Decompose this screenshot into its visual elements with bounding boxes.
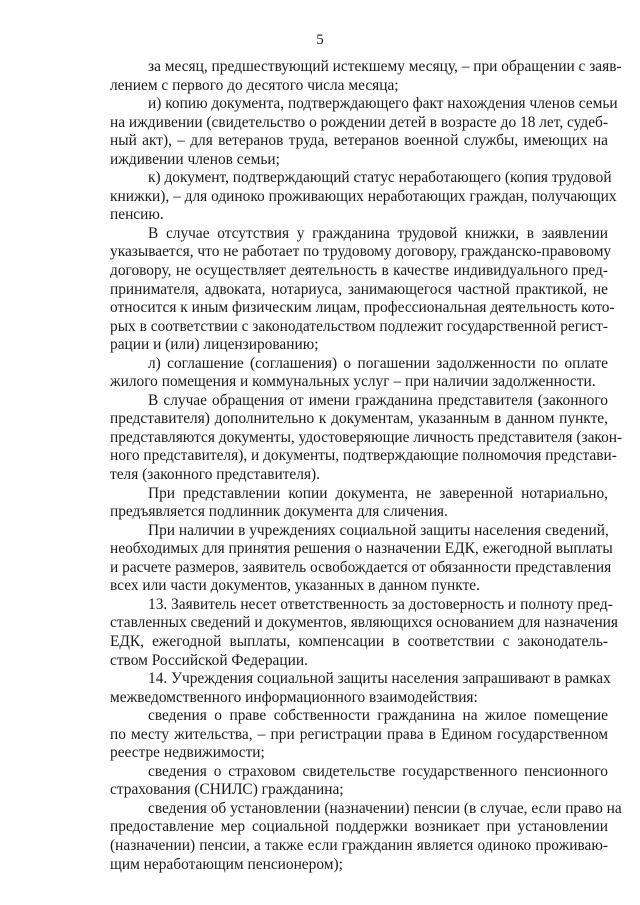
- text-line: лением с первого до десятого числа месяца;: [110, 76, 399, 94]
- text-line: реестре недвижимости;: [110, 744, 265, 762]
- text-line: жилого помещения и коммунальных услуг – при наличии задолженности.: [110, 373, 596, 391]
- text-line: сведения об установлении (назначении) пенсии (в случае, если право на: [148, 799, 622, 817]
- text-line: необходимых для принятия решения о назначении ЕДК, ежегодной выплаты: [110, 540, 613, 558]
- document-body: [110, 58, 623, 874]
- text-line: и расчете размеров, заявитель освобождается от обязанности представления: [110, 558, 612, 576]
- text-line: страхования (СНИЛС) гражданина;: [110, 781, 344, 799]
- text-line: рации и (или) лицензированию;: [110, 336, 319, 354]
- text-line: В случае отсутствия у гражданина трудовой книжки, в заявлении: [148, 224, 608, 242]
- text-line: указывается, что не работает по трудовому договору, гражданско-правовому: [110, 243, 612, 261]
- text-line: представляются документы, удостоверяющие личность представителя (закон-: [110, 428, 623, 446]
- text-line: ЕДК, ежегодной выплаты, компенсации в соответствии с законодатель-: [110, 632, 608, 650]
- text-line: всех или части документов, указанных в данном пункте.: [110, 577, 480, 595]
- text-line: сведения о праве собственности гражданина на жилое помещение: [148, 707, 608, 725]
- text-line: 13. Заявитель несет ответственность за достоверность и полноту пред-: [148, 595, 613, 613]
- text-line: теля (законного представителя).: [110, 466, 320, 484]
- text-line: рых в соответствии с законодательством подлежит государственной регист-: [110, 317, 608, 335]
- page-number: 5: [316, 32, 324, 48]
- text-line: ством Российской Федерации.: [110, 651, 308, 669]
- text-line: ного представителя), и документы, подтверждающие полномочия представи-: [110, 447, 617, 465]
- text-line: и) копию документа, подтверждающего факт нахождения членов семьи: [148, 95, 618, 113]
- text-line: сведения о страховом свидетельстве государственного пенсионного: [148, 762, 608, 780]
- text-line: относится к иным физическим лицам, профессиональная деятельность кото-: [110, 299, 615, 317]
- text-line: При наличии в учреждениях социальной защиты населения сведений,: [148, 521, 609, 539]
- text-line: щим неработающим пенсионером);: [110, 855, 343, 873]
- text-line: по месту жительства, – при регистрации права в Едином государственном: [110, 725, 608, 743]
- text-line: за месяц, предшествующий истекшему месяцу, – при обращении с заяв-: [148, 58, 622, 75]
- text-line: л) соглашение (соглашения) о погашении задолженности по оплате: [148, 354, 608, 372]
- text-line: на иждивении (свидетельство о рождении детей в возрасте до 18 лет, судеб-: [110, 113, 608, 131]
- text-line: иждивении членов семьи;: [110, 150, 280, 168]
- text-line: При представлении копии документа, не заверенной нотариально,: [148, 484, 608, 502]
- text-line: предъявляется подлинник документа для сличения.: [110, 503, 448, 521]
- text-line: договору, не осуществляет деятельность в качестве индивидуального пред-: [110, 262, 608, 280]
- text-line: представителя) дополнительно к документам, указанным в данном пункте,: [110, 410, 608, 428]
- text-line: ставленных сведений и документов, являющихся основанием для назначения: [110, 614, 618, 632]
- text-line: 14. Учреждения социальной защиты населения запрашивают в рамках: [148, 670, 611, 688]
- text-line: принимателя, адвоката, нотариуса, занимающегося частной практикой, не: [110, 280, 608, 298]
- text-line: предоставление мер социальной поддержки возникает при установлении: [110, 818, 608, 836]
- text-line: В случае обращения от имени гражданина представителя (законного: [148, 391, 608, 409]
- text-line: пенсию.: [110, 206, 164, 224]
- text-line: книжки), – для одиноко проживающих неработающих граждан, получающих: [110, 187, 617, 205]
- text-line: к) документ, подтверждающий статус неработающего (копия трудовой: [148, 169, 612, 187]
- text-line: межведомственного информационного взаимодействия:: [110, 688, 478, 706]
- text-line: ный акт), – для ветеранов труда, ветеранов военной службы, имеющих на: [110, 132, 608, 150]
- text-line: (назначении) пенсии, а также если гражданин является одиноко проживаю-: [110, 836, 608, 854]
